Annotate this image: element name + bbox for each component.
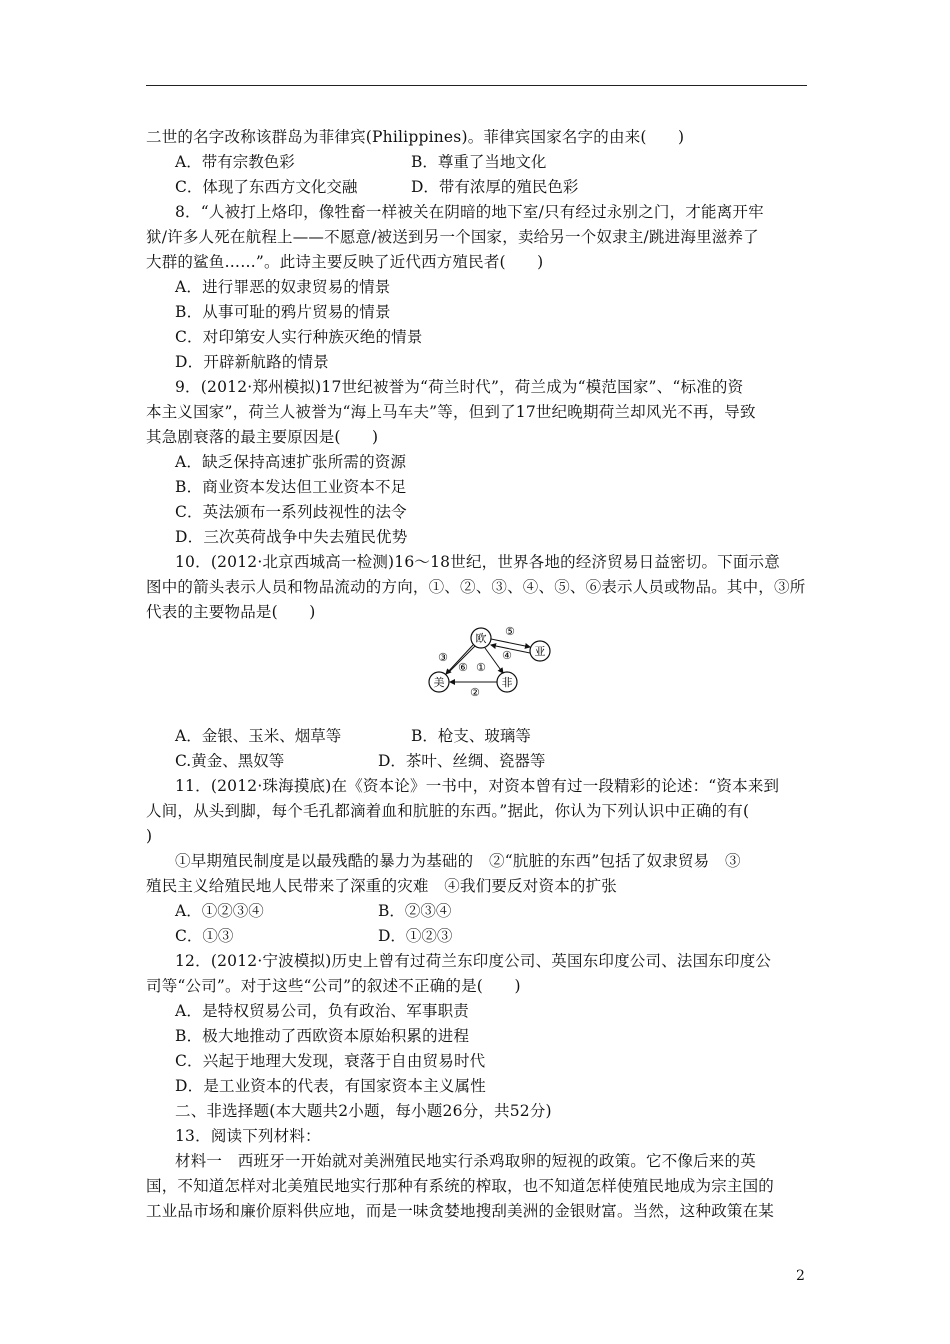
section-heading: 二、非选择题(本大题共2小题，每小题26分，共52分)	[175, 1102, 552, 1120]
option-b: B．②③④	[378, 902, 452, 920]
text-line: 本主义国家”，荷兰人被誉为“海上马车夫”等，但到了17世纪晚期荷兰却风光不再，导致	[146, 403, 756, 421]
option-a: A．金银、玉米、烟草等	[175, 727, 342, 745]
text-line: 狱/许多人死在航程上——不愿意/被送到另一个国家，卖给另一个奴隶主/跳进海里滋养了	[146, 228, 759, 246]
option-b: B．商业资本发达但工业资本不足	[175, 478, 407, 496]
option-d: D．带有浓厚的殖民色彩	[411, 178, 579, 196]
material-1: 材料一 西班牙一开始就对美洲殖民地实行杀鸡取卵的短视的政策。它不像后来的英	[175, 1152, 756, 1170]
text-line: 图中的箭头表示人员和物品流动的方向，①、②、③、④、⑤、⑥表示人员或物品。其中，③所	[146, 578, 806, 596]
label-1: ①	[476, 661, 486, 674]
node-america-label: 美	[433, 676, 445, 689]
page-number: 2	[796, 1268, 805, 1284]
question-13: 13．阅读下列材料：	[175, 1127, 321, 1145]
text-line: 国，不知道怎样对北美殖民地实行那种有系统的榨取，也不知道怎样使殖民地成为宗主国的	[146, 1177, 775, 1195]
label-6: ⑥	[458, 661, 468, 674]
text-line: 其急剧衰落的最主要原因是( )	[146, 428, 379, 446]
label-4: ④	[502, 649, 512, 662]
option-b: B．极大地推动了西欧资本原始积累的进程	[175, 1027, 470, 1045]
option-d: D．是工业资本的代表，有国家资本主义属性	[175, 1077, 486, 1095]
question-9: 9．(2012·郑州模拟)17世纪被誉为“荷兰时代”，荷兰成为“模范国家”、“标准的资	[175, 378, 744, 396]
option-c: C．体现了东西方文化交融	[175, 178, 358, 196]
node-africa	[497, 672, 517, 692]
header-rule	[146, 85, 807, 86]
label-5: ⑤	[505, 625, 515, 638]
trade-flow-diagram	[418, 622, 558, 700]
question-11: 11．(2012·珠海摸底)在《资本论》一书中，对资本曾有过一段精彩的论述：“资本来到	[175, 777, 780, 795]
text-line: 二世的名字改称该群岛为菲律宾(Philippines)。菲律宾国家名字的由来( )	[146, 128, 685, 146]
option-b: B．尊重了当地文化	[411, 153, 547, 171]
text-line: ①早期殖民制度是以最残酷的暴力为基础的 ②“肮脏的东西”包括了奴隶贸易 ③	[175, 852, 741, 870]
question-8: 8．“人被打上烙印，像牲畜一样被关在阴暗的地下室/只有经过永别之门，才能离开牢	[175, 203, 764, 221]
option-c: C．英法颁布一系列歧视性的法令	[175, 503, 407, 521]
label-2: ②	[470, 686, 480, 699]
option-d: D．开辟新航路的情景	[175, 353, 329, 371]
text-line: 人间，从头到脚，每个毛孔都滴着血和肮脏的东西。”据此，你认为下列认识中正确的有(	[146, 802, 750, 820]
text-line: 代表的主要物品是( )	[146, 603, 316, 621]
arrow-europe-africa	[485, 648, 503, 673]
node-asia	[530, 641, 550, 661]
option-a: A．缺乏保持高速扩张所需的资源	[175, 453, 407, 471]
option-b: B．从事可耻的鸦片贸易的情景	[175, 303, 391, 321]
text-line: 殖民主义给殖民地人民带来了深重的灾难 ④我们要反对资本的扩张	[146, 877, 618, 895]
node-europe	[471, 628, 491, 648]
node-europe-label: 欧	[475, 632, 487, 645]
question-12: 12．(2012·宁波模拟)历史上曾有过荷兰东印度公司、英国东印度公司、法国东印度公	[175, 952, 772, 970]
node-asia-label: 亚	[534, 645, 546, 658]
option-a: A．带有宗教色彩	[175, 153, 295, 171]
question-10: 10．(2012·北京西城高一检测)16～18世纪，世界各地的经济贸易日益密切。下面示意	[175, 553, 780, 571]
text-line: 司等“公司”。对于这些“公司”的叙述不正确的是( )	[146, 977, 521, 995]
node-africa-label: 非	[501, 676, 513, 689]
option-d: D．①②③	[378, 927, 453, 945]
option-c: C.黄金、黑奴等	[175, 752, 285, 770]
option-d: D．茶叶、丝绸、瓷器等	[378, 752, 546, 770]
option-a: A．进行罪恶的奴隶贸易的情景	[175, 278, 391, 296]
option-d: D．三次英荷战争中失去殖民优势	[175, 528, 408, 546]
node-america	[429, 672, 449, 692]
text-line: 大群的鲨鱼……”。此诗主要反映了近代西方殖民者( )	[146, 253, 544, 271]
option-b: B．枪支、玻璃等	[411, 727, 531, 745]
label-3: ③	[438, 651, 448, 664]
option-a: A．是特权贸易公司，负有政治、军事职责	[175, 1002, 469, 1020]
text-line: )	[146, 827, 153, 845]
option-c: C．①③	[175, 927, 234, 945]
text-line: 工业品市场和廉价原料供应地，而是一味贪婪地搜刮美洲的金银财富。当然，这种政策在某	[146, 1202, 775, 1220]
option-c: C．对印第安人实行种族灭绝的情景	[175, 328, 423, 346]
option-c: C．兴起于地理大发现，衰落于自由贸易时代	[175, 1052, 486, 1070]
option-a: A．①②③④	[175, 902, 264, 920]
